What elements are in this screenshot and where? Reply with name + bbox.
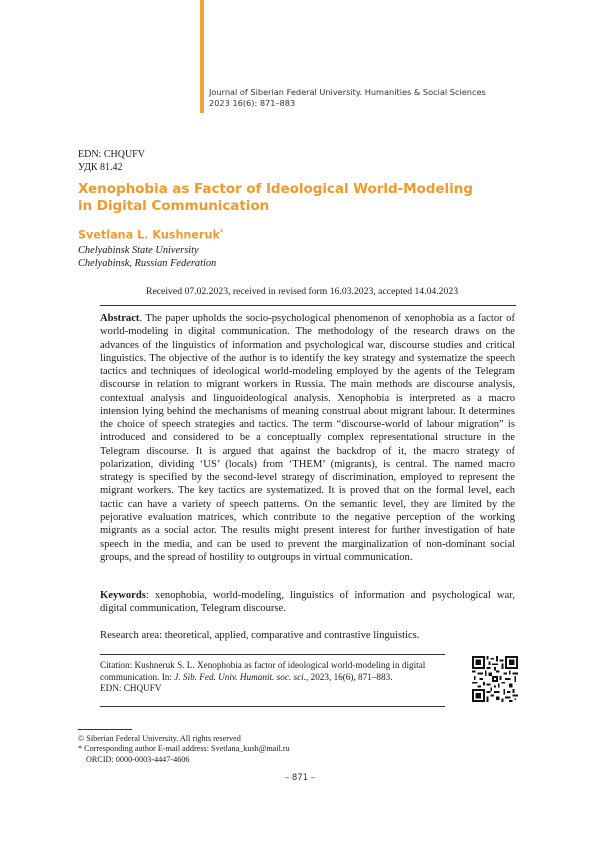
edn-code: EDN: CHQUFV	[78, 149, 145, 160]
citation	[100, 660, 455, 695]
citation-edn: EDN: CHQUFV	[100, 683, 162, 694]
footnotes	[78, 734, 290, 765]
corresponding-author-note: * Corresponding author E-mail address: Svetlana_kush@mail.ru	[78, 744, 290, 754]
abstract-text: . The paper upholds the socio-psychological phenomenon of xenophobia as a factor of world-modeling in digital communication. The methodology of the research draws on the advances of the linguistics of information and psychological war, discourse studies and critical linguistics. The objective of the author is to identify the key strategy and systematize the speech tactics and techniques of ideological world-modeling employed by the agents of the Telegram discourse in relation to migrant workers in Russia. The main methods are discourse analysis, contextual analysis and linguoideological analysis. Xenophobia is interpreted as a macro intension lying behind the mechanisms of meaning construal about migrant labour. It determines the choice of speech strategies and tactics. The term “discourse-world of labour migration” is introduced and considered to be a conceptually complex representational structure in the Telegram discourse. It is argued that against the backdrop of it, the macro strategy of polarization, dividing ‘US’ (locals) from ‘THEM’ (migrants), is central. The named macro strategy is specified by the second-level strategy of discrimination, employed to represent the migrant workers. The key tactics are systematized. It is proved that on the formal level, each tactic can have a variety of speech patterns. On the semantic level, they are limited by the pejorative evaluation matrices, which contribute to the negative perception of the working migrants as a social actor. The results might present interest for further investigation of hate speech in the media, and can be used to prevent the marginalization of non-dominant social groups, and the spread of hostility to outgroups in virtual communication.	[100, 313, 515, 563]
title-line-2: in Digital Communication	[78, 198, 270, 214]
journal-header	[209, 87, 486, 109]
copyright-note: © Siberian Federal University. All rights reserved	[78, 734, 241, 743]
keywords-text: : xenophobia, world-modeling, linguistics of information and psychological war, digital communication, Telegram discourse.	[100, 590, 515, 615]
qr-code-icon	[472, 656, 518, 702]
divider	[100, 305, 516, 306]
abstract	[100, 312, 515, 564]
orcid-note: ORCID: 0000-0003-4447-4606	[86, 754, 190, 764]
footnote-divider	[78, 729, 132, 730]
journal-name: Journal of Siberian Federal University. Humanities & Social Sciences	[209, 87, 486, 97]
divider	[100, 654, 445, 655]
citation-details: , 2023, 16(6), 871–883.	[306, 671, 393, 682]
research-area: Research area: theoretical, applied, comparative and contrastive linguistics.	[100, 630, 420, 641]
author	[78, 225, 224, 243]
classification-codes	[78, 149, 145, 174]
title-line-1: Xenophobia as Factor of Ideological World-Modeling	[78, 181, 473, 197]
page-number: – 871 –	[284, 773, 316, 783]
article-title	[78, 181, 498, 215]
received-dates: Received 07.02.2023, received in revised form 16.03.2023, accepted 14.04.2023	[146, 286, 459, 297]
affiliation-location: Chelyabinsk, Russian Federation	[78, 258, 217, 269]
keywords-label: Keywords	[100, 590, 146, 601]
accent-bar	[200, 0, 204, 113]
abstract-label: Abstract	[100, 313, 140, 324]
journal-issue: 2023 16(6): 871–883	[209, 98, 296, 108]
author-name: Svetlana L. Kushneruk	[78, 228, 220, 242]
citation-journal: J. Sib. Fed. Univ. Humanit. soc. sci.	[174, 671, 306, 682]
affiliation-university: Chelyabinsk State University	[78, 245, 199, 256]
author-mark: *	[219, 228, 224, 236]
divider	[100, 706, 445, 707]
citation-text: Citation: Kushneruk S. L. Xenophobia as factor of ideological world-modeling in digital communication. In:	[100, 660, 426, 682]
affiliation	[78, 244, 216, 270]
keywords	[100, 589, 515, 616]
udk-code: УДК 81.42	[78, 161, 123, 173]
